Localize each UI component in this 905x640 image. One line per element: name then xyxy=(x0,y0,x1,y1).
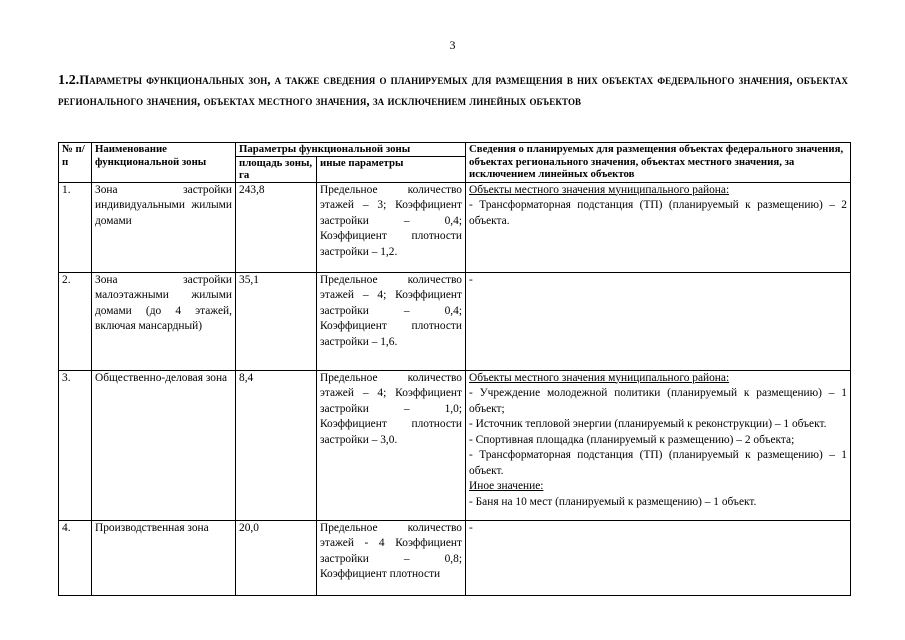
header-area: площадь зоны, га xyxy=(236,156,317,182)
table-row xyxy=(59,272,851,370)
zone-area: 20,0 xyxy=(236,520,317,595)
zone-objects: - xyxy=(466,272,851,370)
header-objects: Сведения о планируемых для размещения объектах федерального значения, объектах регионального значения, объектах местного значения, за исключением линейных объектов xyxy=(466,143,851,183)
zone-name: Зона застройки индивидуальными жилыми домами xyxy=(92,182,236,272)
zone-name: Общественно-деловая зона xyxy=(92,370,236,520)
objects-heading: Объекты местного значения муниципального района: xyxy=(469,371,730,384)
section-title-text: Параметры функциональных зон, а также сведения о планируемых для размещения в них объектах федерального значения, объектах регионального значения, объектах местного значения, за исключением линейных объектов xyxy=(58,73,848,108)
header-zone-name: Наименование функциональной зоны xyxy=(92,143,236,183)
object-item: - Источник тепловой энергии (планируемый к реконструкции) – 1 объект. xyxy=(469,418,827,430)
row-num: 4. xyxy=(59,520,92,595)
zone-params: Предельное количество этажей – 4; Коэффициент застройки – 0,4; Коэффициент плотности застройки – 1,6. xyxy=(317,272,466,370)
objects-heading: Объекты местного значения муниципального района: xyxy=(469,183,730,196)
table-header-row xyxy=(59,143,851,157)
objects-heading-other: Иное значение: xyxy=(469,480,544,492)
row-num: 3. xyxy=(59,370,92,520)
object-item: - Спортивная площадка (планируемый к размещению) – 2 объекта; xyxy=(469,433,795,446)
zone-area: 35,1 xyxy=(236,272,317,370)
row-num: 2. xyxy=(59,272,92,370)
section-title xyxy=(58,70,848,111)
object-item: - Баня на 10 мест (планируемый к размещению) – 1 объект. xyxy=(469,495,757,508)
table-row xyxy=(59,520,851,595)
zone-area: 8,4 xyxy=(236,370,317,520)
zone-area: 243,8 xyxy=(236,182,317,272)
zone-objects: - xyxy=(466,520,851,595)
section-number: 1.2. xyxy=(58,73,80,88)
table-row xyxy=(59,182,851,272)
object-item: - Трансформаторная подстанция (ТП) (планируемый к размещению) – 2 объекта. xyxy=(469,199,847,227)
object-item: - Учреждение молодежной политики (планируемый к размещению) – 1 объект; xyxy=(469,387,847,415)
header-other-params: иные параметры xyxy=(317,156,466,182)
zone-objects xyxy=(466,182,851,272)
header-params-group: Параметры функциональной зоны xyxy=(236,143,466,157)
header-num: № п/п xyxy=(59,143,92,183)
zone-objects xyxy=(466,370,851,520)
page-number: 3 xyxy=(449,38,456,52)
zone-name: Производственная зона xyxy=(92,520,236,595)
table-row xyxy=(59,370,851,520)
zone-params: Предельное количество этажей - 4 Коэффициент застройки – 0,8; Коэффициент плотности xyxy=(317,520,466,595)
zone-name: Зона застройки малоэтажными жилыми домами (до 4 этажей, включая мансардный) xyxy=(92,272,236,370)
object-item: - Трансформаторная подстанция (ТП) (планируемый к размещению) – 1 объект. xyxy=(469,449,847,477)
functional-zones-table xyxy=(58,142,851,596)
zone-params: Предельное количество этажей – 4; Коэффициент застройки – 1,0; Коэффициент плотности застройки – 3,0. xyxy=(317,370,466,520)
row-num: 1. xyxy=(59,182,92,272)
zone-params: Предельное количество этажей – 3; Коэффициент застройки – 0,4; Коэффициент плотности застройки – 1,2. xyxy=(317,182,466,272)
